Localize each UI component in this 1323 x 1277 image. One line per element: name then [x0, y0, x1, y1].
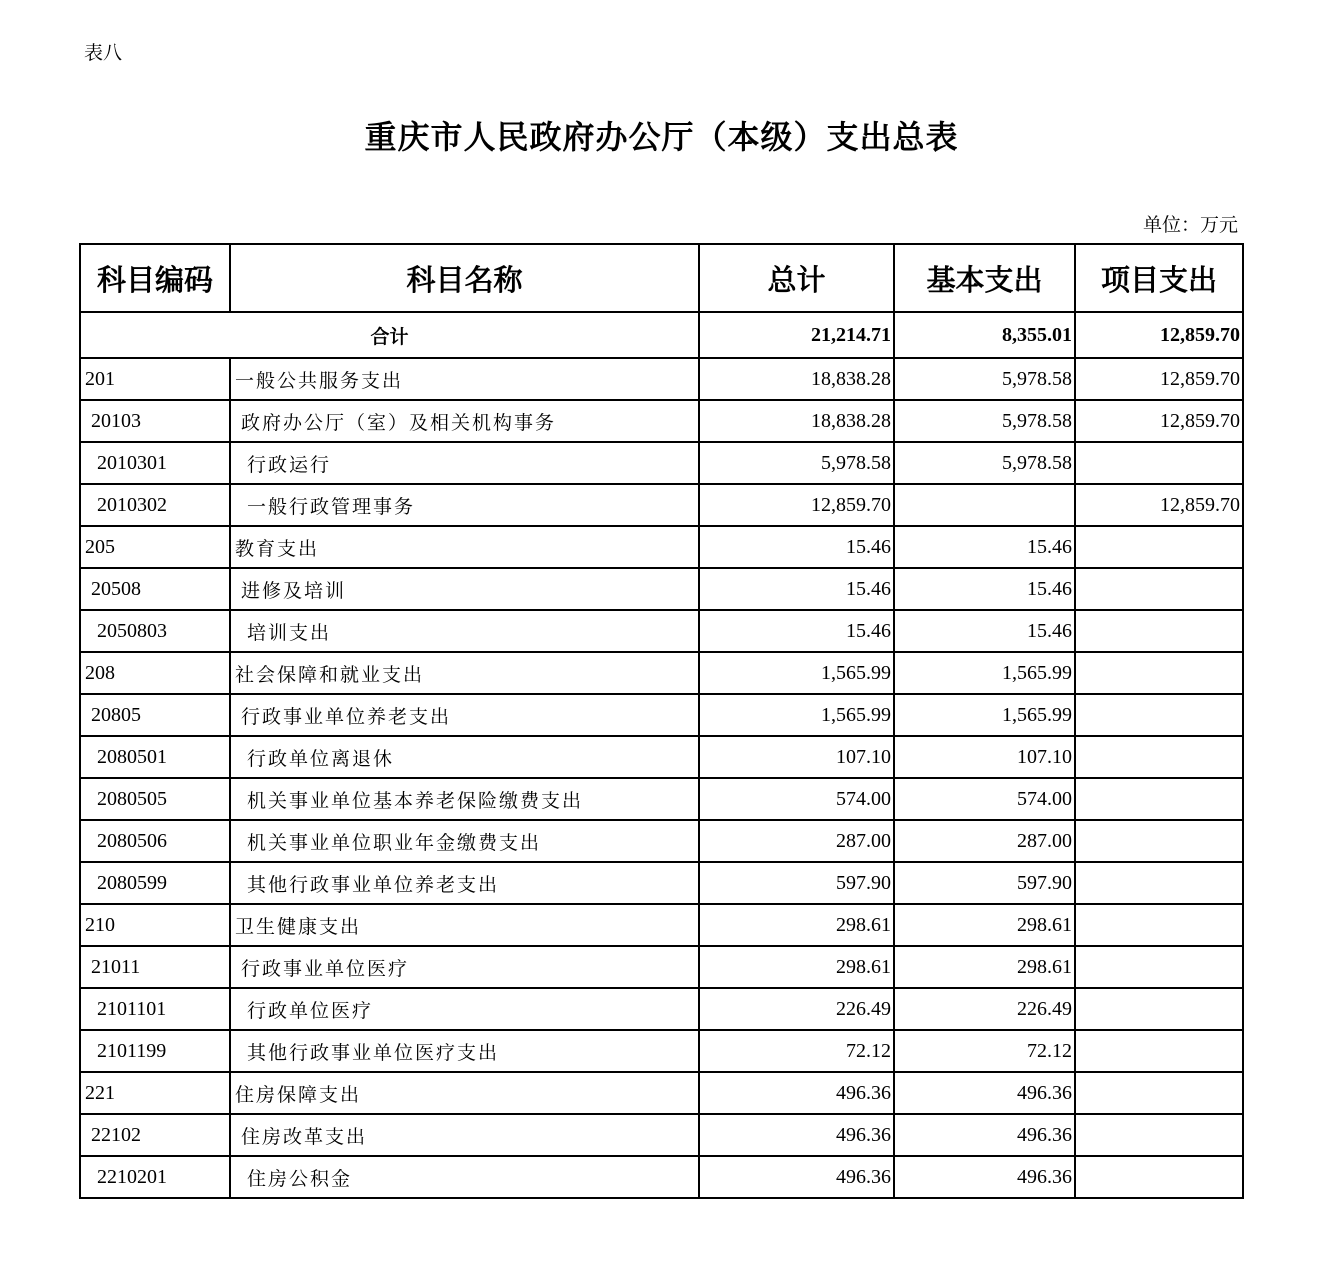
table-row [80, 862, 1243, 904]
row-project [1075, 1114, 1243, 1156]
row-basic: 5,978.58 [894, 358, 1075, 400]
row-basic: 226.49 [894, 988, 1075, 1030]
row-code: 2080599 [80, 862, 230, 904]
row-code: 2010302 [80, 484, 230, 526]
row-code: 2080501 [80, 736, 230, 778]
table-row [80, 1030, 1243, 1072]
header-project: 项目支出 [1075, 244, 1243, 312]
row-project [1075, 568, 1243, 610]
row-name: 行政事业单位养老支出 [230, 694, 699, 736]
row-project: 12,859.70 [1075, 400, 1243, 442]
total-project: 12,859.70 [1075, 312, 1243, 358]
row-total: 287.00 [699, 820, 894, 862]
row-code: 22102 [80, 1114, 230, 1156]
row-project: 12,859.70 [1075, 358, 1243, 400]
row-name: 培训支出 [230, 610, 699, 652]
row-project [1075, 820, 1243, 862]
row-code: 201 [80, 358, 230, 400]
row-basic: 5,978.58 [894, 400, 1075, 442]
row-code: 2101199 [80, 1030, 230, 1072]
row-basic: 298.61 [894, 904, 1075, 946]
table-header-row [80, 244, 1243, 312]
table-row [80, 610, 1243, 652]
row-basic: 287.00 [894, 820, 1075, 862]
table-row [80, 1156, 1243, 1198]
row-code: 2050803 [80, 610, 230, 652]
header-total: 总计 [699, 244, 894, 312]
row-code: 2080505 [80, 778, 230, 820]
row-project [1075, 526, 1243, 568]
header-basic: 基本支出 [894, 244, 1075, 312]
row-total: 298.61 [699, 946, 894, 988]
table-row [80, 358, 1243, 400]
row-project [1075, 1156, 1243, 1198]
page-title: 重庆市人民政府办公厅（本级）支出总表 [364, 118, 959, 156]
row-name: 机关事业单位职业年金缴费支出 [230, 820, 699, 862]
row-code: 210 [80, 904, 230, 946]
unit-label: 单位：万元 [1142, 214, 1238, 236]
header-name: 科目名称 [230, 244, 699, 312]
row-total: 107.10 [699, 736, 894, 778]
row-basic: 15.46 [894, 610, 1075, 652]
row-name: 住房保障支出 [230, 1072, 699, 1114]
row-name: 一般公共服务支出 [230, 358, 699, 400]
row-total: 15.46 [699, 526, 894, 568]
row-total: 496.36 [699, 1114, 894, 1156]
row-project [1075, 862, 1243, 904]
row-basic: 107.10 [894, 736, 1075, 778]
row-total: 18,838.28 [699, 358, 894, 400]
row-project [1075, 1030, 1243, 1072]
row-code: 2101101 [80, 988, 230, 1030]
row-project [1075, 778, 1243, 820]
expenditure-table [79, 243, 1244, 1199]
row-code: 208 [80, 652, 230, 694]
row-name: 行政事业单位医疗 [230, 946, 699, 988]
row-total: 496.36 [699, 1156, 894, 1198]
row-name: 卫生健康支出 [230, 904, 699, 946]
row-total: 226.49 [699, 988, 894, 1030]
row-total: 15.46 [699, 568, 894, 610]
table-row [80, 820, 1243, 862]
table-row [80, 442, 1243, 484]
row-name: 机关事业单位基本养老保险缴费支出 [230, 778, 699, 820]
row-basic: 496.36 [894, 1072, 1075, 1114]
row-total: 72.12 [699, 1030, 894, 1072]
row-project: 12,859.70 [1075, 484, 1243, 526]
row-basic: 1,565.99 [894, 694, 1075, 736]
row-code: 20103 [80, 400, 230, 442]
table-row [80, 694, 1243, 736]
row-total: 5,978.58 [699, 442, 894, 484]
total-basic: 8,355.01 [894, 312, 1075, 358]
row-project [1075, 610, 1243, 652]
row-name: 行政单位医疗 [230, 988, 699, 1030]
total-row [80, 312, 1243, 358]
table-row [80, 568, 1243, 610]
document-label: 表八 [84, 42, 123, 64]
table-row [80, 736, 1243, 778]
table-row [80, 1114, 1243, 1156]
total-label: 合计 [80, 312, 699, 358]
row-project [1075, 1072, 1243, 1114]
row-basic: 15.46 [894, 568, 1075, 610]
table-row [80, 1072, 1243, 1114]
row-total: 298.61 [699, 904, 894, 946]
row-name: 进修及培训 [230, 568, 699, 610]
row-total: 1,565.99 [699, 694, 894, 736]
row-code: 2080506 [80, 820, 230, 862]
row-name: 政府办公厅（室）及相关机构事务 [230, 400, 699, 442]
row-total: 496.36 [699, 1072, 894, 1114]
table-row [80, 904, 1243, 946]
row-total: 18,838.28 [699, 400, 894, 442]
row-project [1075, 946, 1243, 988]
row-project [1075, 736, 1243, 778]
row-basic: 597.90 [894, 862, 1075, 904]
row-name: 住房公积金 [230, 1156, 699, 1198]
row-code: 21011 [80, 946, 230, 988]
row-basic: 15.46 [894, 526, 1075, 568]
row-name: 行政单位离退休 [230, 736, 699, 778]
row-total: 15.46 [699, 610, 894, 652]
row-basic: 496.36 [894, 1114, 1075, 1156]
row-basic: 72.12 [894, 1030, 1075, 1072]
row-project [1075, 904, 1243, 946]
row-code: 2210201 [80, 1156, 230, 1198]
row-name: 社会保障和就业支出 [230, 652, 699, 694]
row-project [1075, 442, 1243, 484]
row-basic: 298.61 [894, 946, 1075, 988]
table-row [80, 400, 1243, 442]
row-basic [894, 484, 1075, 526]
table-row [80, 526, 1243, 568]
row-code: 221 [80, 1072, 230, 1114]
row-code: 20508 [80, 568, 230, 610]
row-name: 行政运行 [230, 442, 699, 484]
table-row [80, 484, 1243, 526]
row-project [1075, 694, 1243, 736]
row-project [1075, 988, 1243, 1030]
table-row [80, 988, 1243, 1030]
header-code: 科目编码 [80, 244, 230, 312]
row-total: 574.00 [699, 778, 894, 820]
row-basic: 1,565.99 [894, 652, 1075, 694]
table-row [80, 778, 1243, 820]
row-basic: 574.00 [894, 778, 1075, 820]
row-code: 2010301 [80, 442, 230, 484]
row-code: 205 [80, 526, 230, 568]
row-code: 20805 [80, 694, 230, 736]
row-name: 住房改革支出 [230, 1114, 699, 1156]
row-name: 一般行政管理事务 [230, 484, 699, 526]
row-total: 1,565.99 [699, 652, 894, 694]
row-project [1075, 652, 1243, 694]
row-name: 教育支出 [230, 526, 699, 568]
row-name: 其他行政事业单位医疗支出 [230, 1030, 699, 1072]
table-row [80, 946, 1243, 988]
total-total: 21,214.71 [699, 312, 894, 358]
row-name: 其他行政事业单位养老支出 [230, 862, 699, 904]
table-row [80, 652, 1243, 694]
row-total: 12,859.70 [699, 484, 894, 526]
row-total: 597.90 [699, 862, 894, 904]
row-basic: 496.36 [894, 1156, 1075, 1198]
row-basic: 5,978.58 [894, 442, 1075, 484]
